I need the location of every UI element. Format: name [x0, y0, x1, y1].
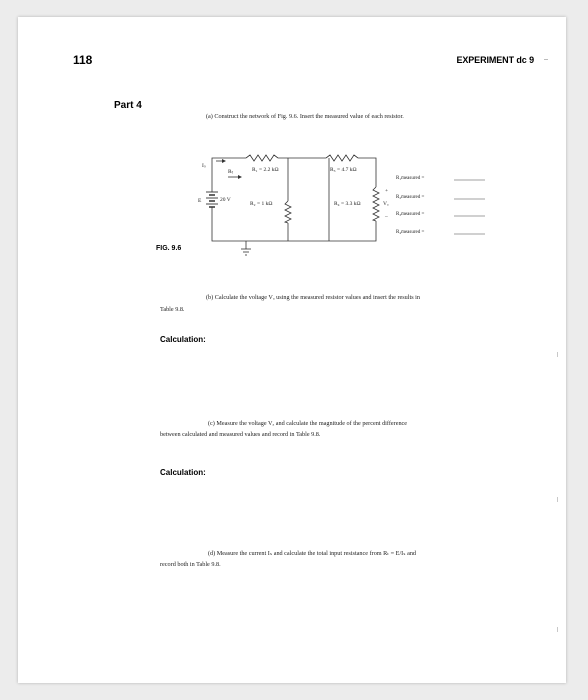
va-minus-sign: – [385, 214, 388, 220]
step-a-text: (a) Construct the network of Fig. 9.6. Insert the measured value of each resistor. [206, 113, 404, 120]
current-label: Iₛ [202, 163, 206, 169]
measured-r2-label: R₂measured = [396, 195, 425, 200]
r2-label: R₂ = 1 kΩ [250, 201, 273, 207]
running-header: EXPERIMENT dc 9 [456, 55, 534, 65]
rt-arrow-icon [238, 175, 242, 179]
step-c-text-continued: between calculated and measured values and record in Table 9.8. [160, 431, 321, 438]
document-page [18, 17, 566, 683]
step-d-text: (d) Measure the current Iₛ and calculate the total input resistance from Rₜ = E/Iₛ and [208, 550, 417, 557]
r4-label: R₄ = 3.3 kΩ [334, 201, 361, 207]
battery-symbol [206, 192, 218, 209]
resistor-r3-symbol [326, 155, 358, 161]
r1-label: R₁ = 2.2 kΩ [252, 167, 279, 173]
circuit-diagram [198, 145, 498, 260]
step-c-text: (c) Measure the voltage Vₐ and calculate the magnitude of the percent difference [208, 420, 408, 427]
part-heading: Part 4 [114, 100, 142, 111]
resistor-r1-symbol [246, 155, 278, 161]
va-plus-sign: + [385, 188, 389, 194]
step-d-text-continued: record both in Table 9.8. [160, 561, 221, 568]
header-dash [544, 59, 548, 60]
page-number: 118 [73, 53, 93, 67]
measured-r4-label: R₄measured = [396, 230, 425, 235]
va-label: Vₐ [383, 201, 389, 207]
measured-r3-label: R₃measured = [396, 212, 425, 217]
rt-label: Rₜ [228, 169, 234, 175]
step-b-text: (b) Calculate the voltage Vₐ using the measured resistor values and insert the results in [206, 294, 420, 301]
current-arrow-icon [222, 159, 226, 163]
figure-label: FIG. 9.6 [156, 245, 182, 252]
measured-values-list [396, 176, 424, 235]
source-symbol: E [198, 198, 202, 204]
margin-mark [557, 352, 558, 357]
calculation-label-2: Calculation: [160, 468, 206, 477]
calculation-label-1: Calculation: [160, 335, 206, 344]
margin-mark [557, 497, 558, 502]
step-b-text-continued: Table 9.8. [160, 306, 185, 313]
r3-label: R₃ = 4.7 kΩ [330, 167, 357, 173]
source-value: 20 V [220, 197, 231, 203]
resistor-r2-symbol [285, 201, 291, 223]
resistor-r4-symbol [373, 187, 379, 221]
measured-r1-label: R₁measured = [396, 176, 425, 181]
margin-mark [557, 627, 558, 632]
